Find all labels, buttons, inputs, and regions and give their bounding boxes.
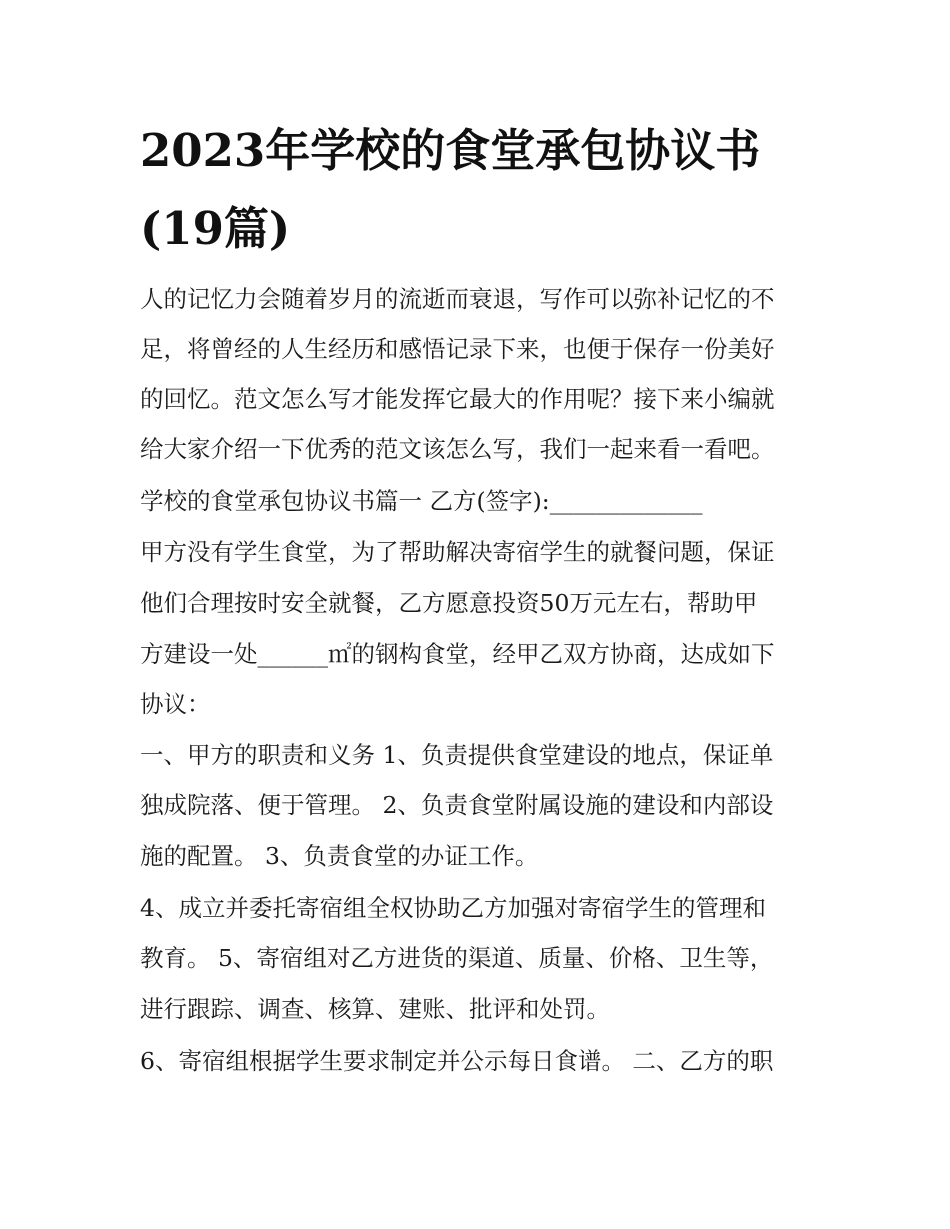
body-line-12: 施的配置。 3、负责食堂的办证工作。 — [140, 842, 539, 870]
body-line-8: 方建设一处______㎡的钢构食堂，经甲乙双方协商，达成如下 — [140, 640, 775, 668]
body-line-16: 6、寄宿组根据学生要求制定并公示每日食谱。 二、乙方的职 — [140, 1047, 774, 1075]
body-line-11: 独成院落、便于管理。 2、负责食堂附属设施的建设和内部设 — [140, 791, 774, 819]
body-line-15: 进行跟踪、调查、核算、建账、批评和处罚。 — [140, 995, 610, 1023]
body-line-14: 教育。 5、寄宿组对乙方进货的渠道、质量、价格、卫生等， — [140, 944, 774, 972]
body-line-9: 协议： — [140, 690, 211, 718]
body-line-10: 一、甲方的职责和义务 1、负责提供食堂建设的地点，保证单 — [140, 741, 774, 769]
title-line-2: (19篇) — [140, 202, 291, 255]
title-line-1: 2023年学校的食堂承包协议书 — [140, 124, 761, 177]
body-line-13: 4、成立并委托寄宿组全权协助乙方加强对寄宿学生的管理和 — [140, 894, 766, 922]
body-line-6: 甲方没有学生食堂，为了帮助解决寄宿学生的就餐问题，保证 — [140, 538, 775, 566]
body-line-7: 他们合理按时安全就餐，乙方愿意投资50万元左右，帮助甲 — [140, 589, 758, 617]
body-line-5: 学校的食堂承包协议书篇一 乙方(签字):_____________ — [140, 487, 703, 515]
body-line-2: 足，将曾经的人生经历和感悟记录下来，也便于保存一份美好 — [140, 335, 775, 363]
body-line-4: 给大家介绍一下优秀的范文该怎么写，我们一起来看一看吧。 — [140, 435, 775, 463]
document-title — [140, 112, 820, 268]
body-line-1: 人的记忆力会随着岁月的流逝而衰退，写作可以弥补记忆的不 — [140, 285, 775, 313]
body-line-3: 的回忆。范文怎么写才能发挥它最大的作用呢？接下来小编就 — [140, 385, 775, 413]
